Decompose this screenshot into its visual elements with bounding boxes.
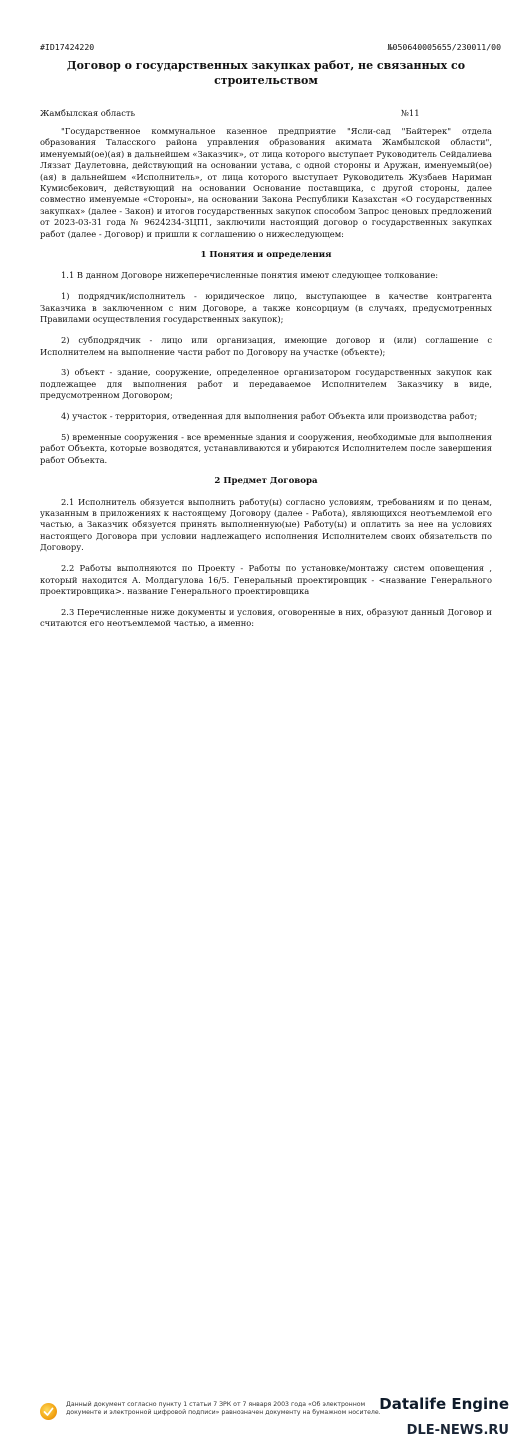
contract-number: №11 [401,108,420,118]
document-title: Договор о государственных закупках работ, не связанных со строительством [66,59,466,87]
definition-1: 1) подрядчик/исполнитель - юридическое лицо, выступающее в качестве контрагента Заказчика в заключенном с ним Договоре, а также консорциум (в случаях, предусмотренных Правилами осуществления государственных закупок); [40,291,492,325]
document-id: #ID17424220 [40,42,95,52]
brand-url: DLE-NEWS.RU [406,1423,509,1438]
definition-5: 5) временные сооружения - все временные здания и сооружения, необходимые для выполнения работ Объекта, которые возводятся, устанавливаются и убираются Исполнителем после завершения работ Объекта. [40,432,492,465]
definition-3: 3) объект - здание, сооружение, определенное организатором государственных закупок как подлежащее для выполнения работ и передаваемое Исполнителем Заказчику в виде, предусмотренном Договором; [40,367,492,401]
footer-bar [0,699,531,1438]
paragraph-2-3: 2.3 Перечисленные ниже документы и условия, оговоренные в них, образуют данный Договор и считаются его неотъемлемой частью, а именно: [40,606,492,629]
section-1-title: 1 Понятия и определения [200,249,332,260]
paragraph-1-1: 1.1 В данном Договоре нижеперечисленные понятия имеют следующее толкование: [61,270,439,281]
document-body [40,126,492,639]
watermark-brand [379,1395,509,1440]
section-2-title: 2 Предмет Договора [214,475,318,486]
intro-paragraph: "Государственное коммунальное казенное предприятие "Ясли-сад "Байтерек" отдела образования Таласского района управления образования акимата Жамбылской области", именуемый(ое)(ая) в дальнейшем «Заказчик», от лица которого выступает Руководитель Сейдалиева Ляззат Даулетовна, действующий на основании устава, с одной стороны и Аружан, именуемый(ое)(ая) в дальнейшем «Исполнитель», от лица которого выступает Руководитель Жузбаев Нариман Кумисбекович, действующий на основании Основание поставщика, с другой стороны, далее совместно именуемые «Стороны», на основании Закона Республики Казахстан «О государственных закупках» (далее - Закон) и итогов государственных закупок способом Запрос ценовых предложений от 2023-03-31 года № 9624234-ЗЦП1, заключили настоящий договор о государственных закупках работ (далее - Договор) и пришли к соглашению о нижеследующем: [40,126,492,239]
brand-name: Datalife Engine [379,1395,509,1413]
seal-icon [40,1403,57,1420]
definition-4: 4) участок - территория, отведенная для выполнения работ Объекта или производства работ; [61,411,478,422]
legal-note: Данный документ согласно пункту 1 статьи 7 ЗРК от 7 января 2003 года «Об электронном документе и электронной цифровой подписи» равнозначен документу на бумажном носителе. [66,1401,381,1417]
registration-number: №050640005655/230011/00 [387,42,501,52]
paragraph-2-2: 2.2 Работы выполняются по Проекту - Работы по установке/монтажу систем оповещения , который находится А. Молдагулова 16/5. Генеральный проектировщик - <название Генерального проектировщика>. название Генерального проектировщика [40,563,492,596]
definition-2: 2) субподрядчик - лицо или организация, имеющие договор и (или) соглашение с Исполнителем на выполнение части работ по Договору на участке (объекте); [40,335,492,357]
region-label: Жамбылская область [40,108,136,118]
paragraph-2-1: 2.1 Исполнитель обязуется выполнить работу(ы) согласно условиям, требованиям и по ценам, указанным в приложениях к настоящему Договору (далее - Работа), являющихся неотъемлемой его частью, а Заказчик обязуется принять выполненную(ые) Работу(ы) и оплатить за нее на условиях настоящего Договора при условии надлежащего исполнения Исполнителем своих обязательств по Договору. [40,496,492,553]
